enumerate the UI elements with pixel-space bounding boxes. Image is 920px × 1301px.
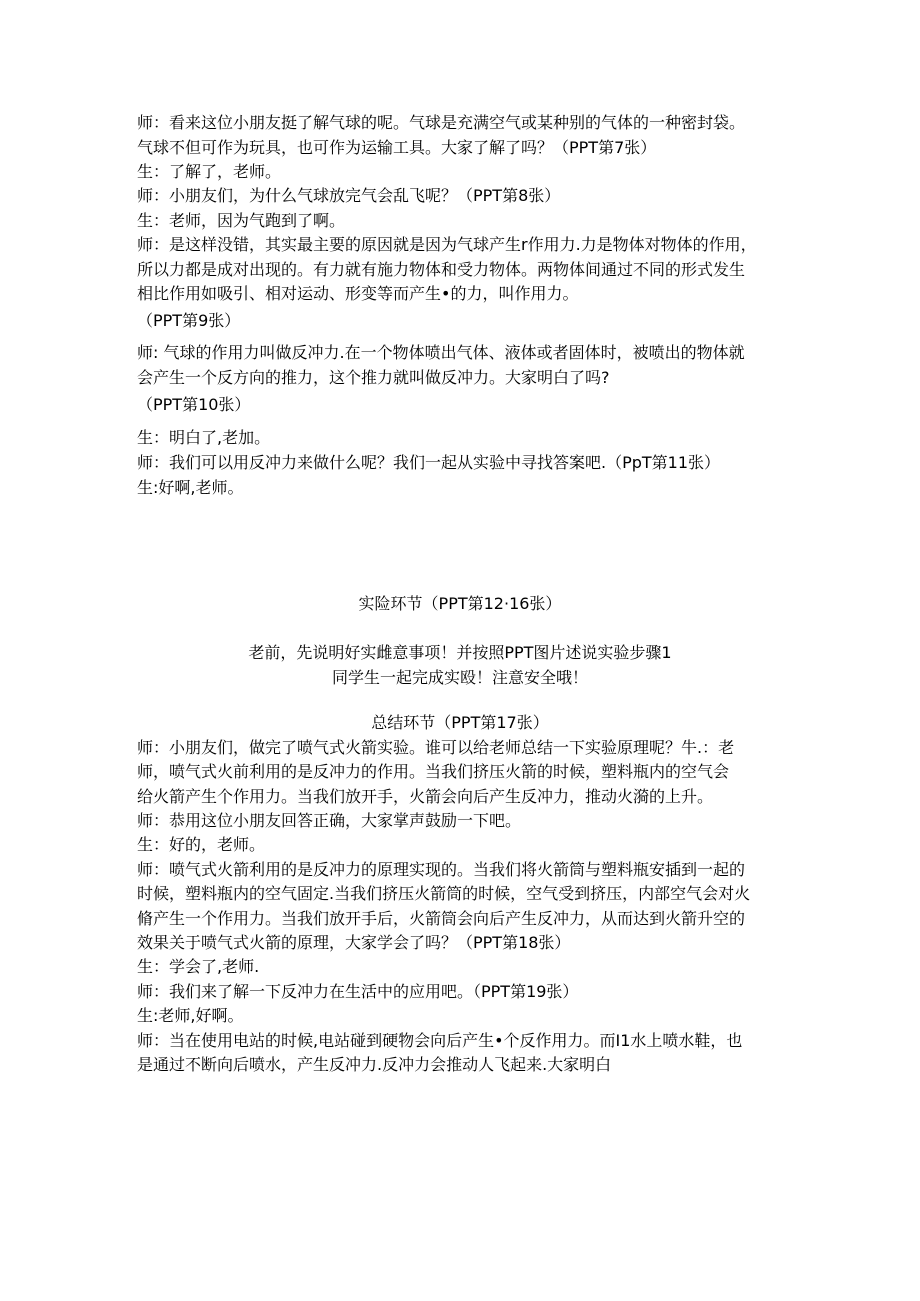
dialogue-line: 师：当在使用电站的时候,电站碰到硬物会向后产生•个反作用力。而I1水上喷水鞋，也 <box>137 1031 743 1050</box>
dialogue-line: 师：我们可以用反冲力来做什么呢？我们一起从实验中寻找答案吧.（PpT第11张） <box>137 453 721 472</box>
dialogue-line: 脩产生一个作用力。当我们放开手后，火箭筒会向后产生反冲力，从而达到火箭升空的 <box>137 909 746 928</box>
slide-reference: （PPT第9张） <box>137 311 241 330</box>
dialogue-line: 师，喷气式火前利用的是反冲力的作用。当我们挤压火箭的时候，塑料瓶内的空气会 <box>137 762 730 781</box>
dialogue-line: 师：看来这位小朋友挺了解气球的呢。气球是充满空气或某种别的气体的一种密封袋。 <box>137 113 746 132</box>
dialogue-line: 师：喷气式火箭利用的是反冲力的原理实现的。当我们将火箭筒与塑料瓶安插到一起的 <box>137 860 746 879</box>
dialogue-line: 生：学会了,老师. <box>137 957 260 976</box>
dialogue-line: 师：小朋友们，做完了喷气式火箭实验。谁可以给老师总结一下实验原理呢？牛.：老 <box>137 738 735 757</box>
dialogue-line: 生：明白了,老加。 <box>137 428 271 447</box>
instruction-line: 同学生一起完成实殴！注意安全哦！ <box>331 668 588 687</box>
dialogue-line: 生：了解了，老师。 <box>137 162 282 181</box>
dialogue-line: 师: 气球的作用力叫做反冲力.在一个物体喷出气体、液体或者固体时，被喷出的物体就 <box>137 343 745 362</box>
dialogue-line: 师：小朋友们，为什么气球放完气会乱飞呢？（PPT第8张） <box>137 186 561 205</box>
dialogue-line: 生:老师,好啊。 <box>137 1006 244 1025</box>
dialogue-line: 师：恭用这位小朋友回答正确，大家掌声鼓励一下吧。 <box>137 811 522 830</box>
section-heading-summary: 总结环节（PPT第17张） <box>371 713 549 732</box>
instruction-line: 老前，先说明好实雌意事项！并按照PPT图片述说实验步骤1 <box>248 643 672 662</box>
dialogue-line: 给火箭产生个作用力。当我们放开手，火箭会向后产生反冲力，推动火漪的上升。 <box>137 787 714 806</box>
dialogue-line: 生：好的，老师。 <box>137 835 266 854</box>
dialogue-line: 生：老师，因为气跑到了啊。 <box>137 211 346 230</box>
dialogue-line: 时候，塑料瓶内的空气固定.当我们挤压火箭筒的时候，空气受到挤压，内部空气会对火 <box>137 884 751 903</box>
dialogue-line: 师：我们来了解一下反冲力在生活中的应用吧。（PPT第19张） <box>137 982 579 1001</box>
dialogue-line: 会产生一个反方向的推力，这个推力就叫做反冲力。大家明白了吗? <box>137 368 610 387</box>
section-heading-experiment: 实险环节（PPT第12·16张） <box>358 594 562 613</box>
dialogue-line: 气球不但可作为玩具，也可作为运输工具。大家了解了吗？（PPT第7张） <box>137 138 657 157</box>
dialogue-line: 师：是这样没错，其实最主要的原因就是因为气球产生r作用力.力是物体对物体的作用， <box>137 235 757 254</box>
slide-reference: （PPT第10张） <box>137 395 251 414</box>
dialogue-line: 所以力都是成对出现的。有力就有施力物体和受力物体。两物体间通过不同的形式发生 <box>137 260 746 279</box>
dialogue-line: 生:好啊,老师。 <box>137 478 244 497</box>
dialogue-line: 相比作用如吸引、相对运动、形变等而产生•的力，叫作用力。 <box>137 284 579 303</box>
dialogue-line: 是通过不断向后喷水，产生反冲力.反冲力会推动人飞起来.大家明白 <box>137 1055 612 1074</box>
dialogue-line: 效果关于喷气式火箭的原理，大家学会了吗？（PPT第18张） <box>137 933 571 952</box>
